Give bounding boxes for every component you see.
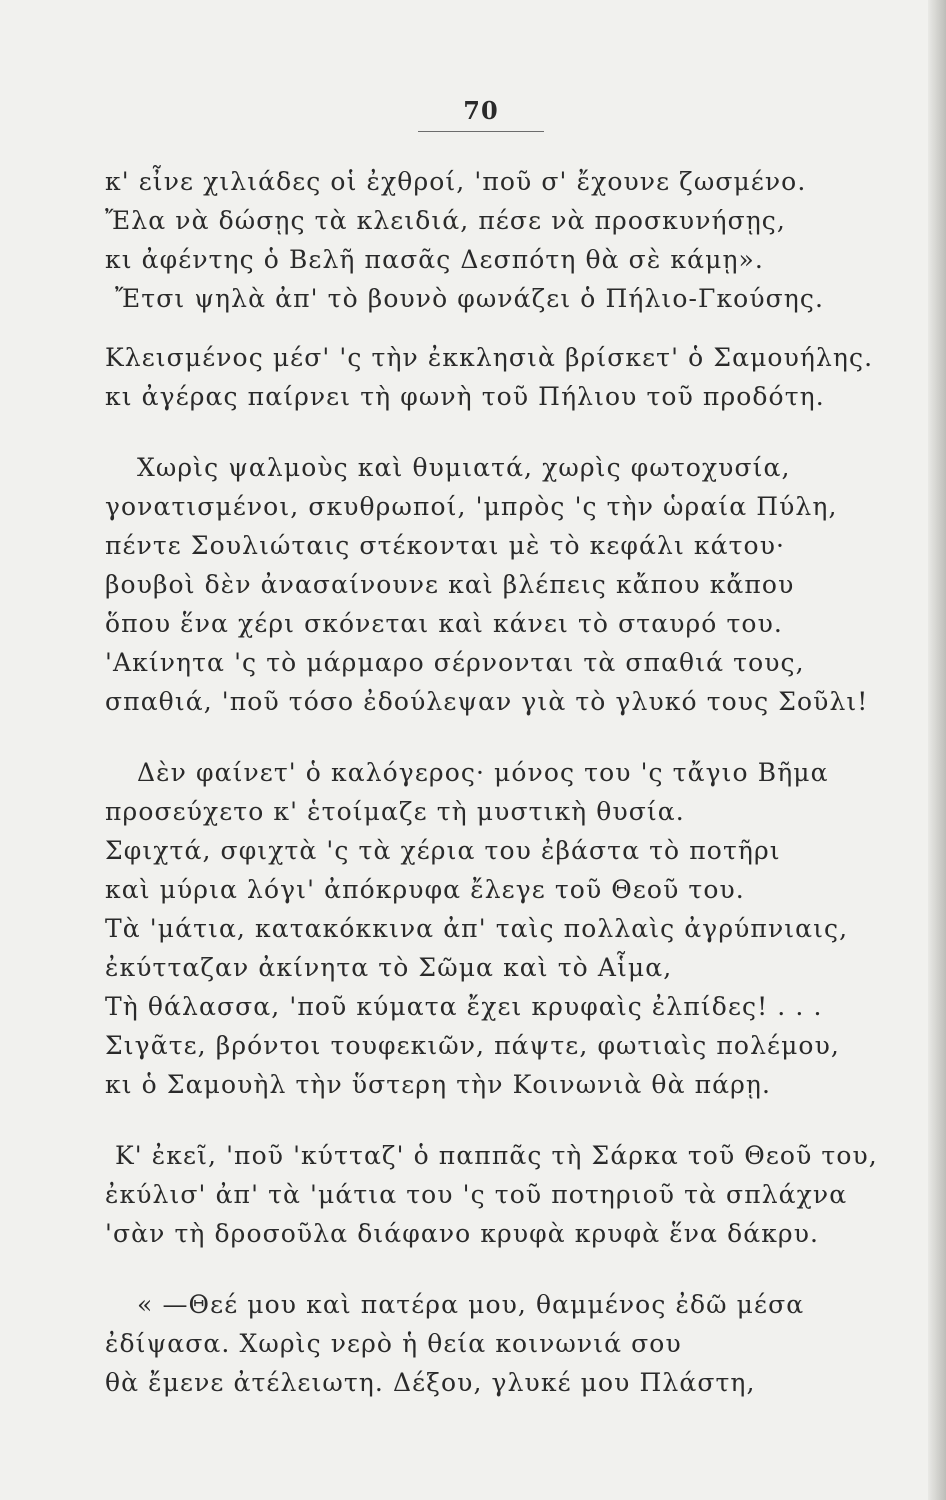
verse-line: ἐκύτταζαν ἀκίνητα τὸ Σῶμα καὶ τὸ Αἷμα, — [105, 953, 673, 982]
verse-line: Κ' ἐκεῖ, 'ποῦ 'κύτταζ' ὁ παππᾶς τὴ Σάρκα τοῦ Θεοῦ του, — [115, 1141, 878, 1170]
verse-line: καὶ μύρια λόγι' ἀπόκρυφα ἔλεγε τοῦ Θεοῦ του. — [105, 875, 745, 904]
verse-line: κι ὁ Σαμουὴλ τὴν ὕστερη τὴν Κοινωνιὰ θὰ πάρῃ. — [105, 1070, 772, 1099]
verse-line: γονατισμένοι, σκυθρωποί, 'μπρὸς 'ς τὴν ὡραία Πύλη, — [105, 492, 838, 521]
verse-line: Κλεισμένος μέσ' 'ς τὴν ἐκκλησιὰ βρίσκετ' ὁ Σαμουήλης. — [105, 343, 874, 372]
poem-text — [105, 162, 885, 1402]
stanza-6 — [105, 1285, 885, 1402]
verse-line: ὅπου ἕνα χέρι σκόνεται καὶ κάνει τὸ σταυρό του. — [105, 609, 783, 638]
verse-line: Σφιχτά, σφιχτὰ 'ς τὰ χέρια του ἐβάστα τὸ ποτῆρι — [105, 836, 781, 865]
verse-line: Δὲν φαίνετ' ὁ καλόγερος· μόνος του 'ς τἄγιο Βῆμα — [137, 758, 829, 787]
verse-line: προσεύχετο κ' ἑτοίμαζε τὴ μυστικὴ θυσία. — [105, 797, 685, 826]
verse-line: « —Θεέ μου καὶ πατέρα μου, θαμμένος ἐδῶ μέσα — [137, 1290, 805, 1319]
stanza-2 — [105, 338, 885, 416]
verse-line: κι ἀγέρας παίρνει τὴ φωνὴ τοῦ Πήλιου τοῦ προδότη. — [105, 382, 825, 411]
verse-line: 'σὰν τὴ δροσοῦλα διάφανο κρυφὰ κρυφὰ ἕνα δάκρυ. — [105, 1219, 820, 1248]
verse-line: Χωρὶς ψαλμοὺς καὶ θυμιατά, χωρὶς φωτοχυσία, — [137, 453, 791, 482]
verse-line: κ' εἶνε χιλιάδες οἱ ἐχθροί, 'ποῦ σ' ἔχουνε ζωσμένο. — [105, 167, 807, 196]
verse-line: Τὴ θάλασσα, 'ποῦ κύματα ἔχει κρυφαὶς ἐλπίδες! . . . — [105, 992, 823, 1021]
verse-line: βουβοὶ δὲν ἀνασαίνουνε καὶ βλέπεις κἄπου κἄπου — [105, 570, 795, 599]
verse-line: Σιγᾶτε, βρόντοι τουφεκιῶν, πάψτε, φωτιαὶς πολέμου, — [105, 1031, 840, 1060]
verse-line: σπαθιά, 'ποῦ τόσο ἐδούλεψαν γιὰ τὸ γλυκό τους Σοῦλι! — [105, 687, 869, 716]
verse-line: κι ἀφέντης ὁ Βελῆ πασᾶς Δεσπότη θὰ σὲ κάμῃ». — [105, 245, 764, 274]
verse-line: θὰ ἔμενε ἀτέλειωτη. Δέξου, γλυκέ μου Πλάστη, — [105, 1368, 756, 1397]
page-number: 70 — [463, 96, 499, 125]
verse-line: ἐδίψασα. Χωρὶς νερὸ ἡ θεία κοινωνιά σου — [105, 1329, 682, 1358]
verse-line: ἐκύλισ' ἀπ' τὰ 'μάτια του 'ς τοῦ ποτηριοῦ τὰ σπλάχνα — [105, 1180, 848, 1209]
stanza-5 — [105, 1136, 885, 1253]
stanza-1 — [105, 162, 885, 318]
page-gutter-shadow — [928, 0, 946, 1500]
header-rule — [418, 131, 544, 132]
verse-line: Τὰ 'μάτια, κατακόκκινα ἀπ' ταὶς πολλαὶς ἀγρύπνιαις, — [105, 914, 849, 943]
verse-line: Ἔλα νὰ δώσῃς τὰ κλειδιά, πέσε νὰ προσκυνήσῃς, — [105, 206, 786, 235]
stanza-4 — [105, 753, 885, 1104]
verse-line: Ἔτσι ψηλὰ ἀπ' τὸ βουνὸ φωνάζει ὁ Πήλιο-Γκούσης. — [115, 284, 825, 313]
stanza-3 — [105, 448, 885, 721]
verse-line: 'Ακίνητα 'ς τὸ μάρμαρο σέρνονται τὰ σπαθιά τους, — [105, 648, 805, 677]
verse-line: πέντε Σουλιώταις στέκονται μὲ τὸ κεφάλι κάτου· — [105, 531, 786, 560]
